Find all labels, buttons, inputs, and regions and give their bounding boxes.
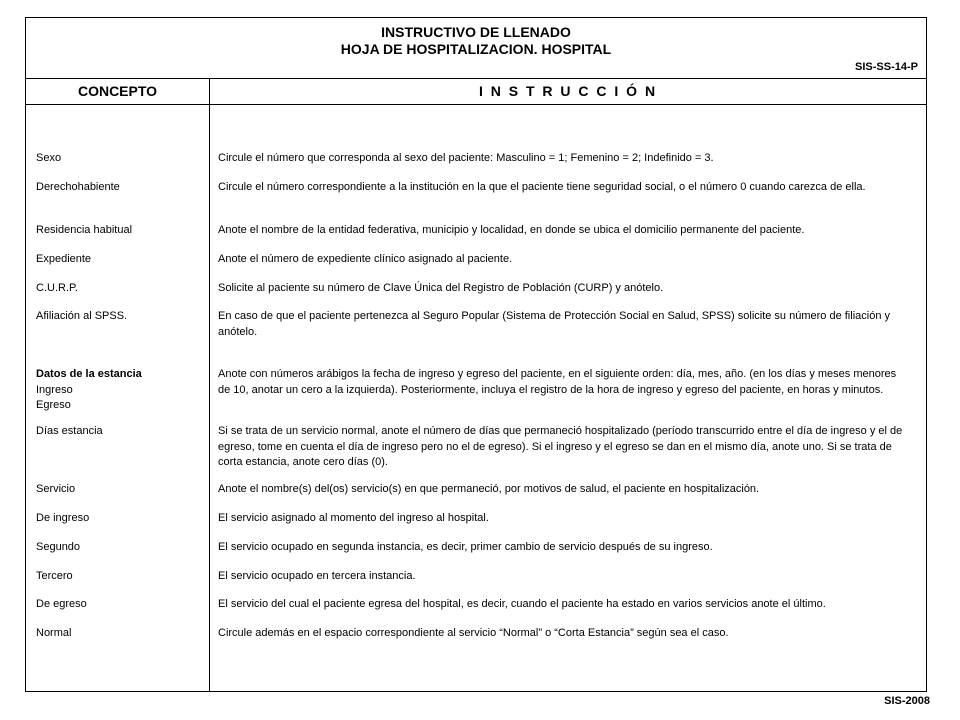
instruction-text: Anote el nombre(s) del(os) servicio(s) en que permaneció, por motivos de salud, el paciente en hospitalización.	[218, 483, 760, 495]
column-divider	[209, 79, 210, 691]
instruction-text: Circule el número correspondiente a la institución en la que el paciente tiene seguridad social, o el número 0 cuando carezca de ella.	[218, 181, 866, 193]
document-header	[26, 18, 926, 79]
concept-label: Sexo	[36, 152, 62, 164]
concept-label: Afiliación al SPSS.	[36, 310, 128, 322]
instruction-text: Solicite al paciente su número de Clave Única del Registro de Población (CURP) y anótelo.	[218, 282, 664, 294]
concept-title: Datos de la estancia	[36, 368, 142, 380]
instruction-text: Circule el número que corresponda al sexo del paciente: Masculino = 1; Femenino = 2; Indefinido = 3.	[218, 152, 714, 164]
instruction-text: Anote el número de expediente clínico asignado al paciente.	[218, 253, 513, 265]
footer-code: SIS-2008	[884, 695, 930, 707]
concept-label: Residencia habitual	[36, 224, 133, 236]
instruction-text: Anote el nombre de la entidad federativa, municipio y localidad, en donde se ubica el domicilio permanente del paciente.	[218, 224, 805, 236]
title-line-2: HOJA DE HOSPITALIZACION. HOSPITAL	[340, 41, 612, 57]
instruction-text: El servicio del cual el paciente egresa del hospital, es decir, cuando el paciente ha estado en varios servicios anote el último.	[218, 598, 826, 610]
concept-label: De ingreso	[36, 512, 90, 524]
column-header-instruccion: I N S T R U C C I Ó N	[478, 83, 658, 99]
instruction-text: Si se trata de un servicio normal, anote el número de días que permaneció hospitalizado (período transcurrido entre el día de ingreso y el de egreso, tome en cuenta el día de ingreso pero no el de egreso). Si el ingreso y el egreso se dan en el mismo día, anote uno. Si se trata de corta estancia, anote cero días (0).	[218, 425, 903, 468]
concept-label: Derechohabiente	[36, 181, 120, 193]
concept-label: Tercero	[36, 570, 73, 582]
title-line-1: INSTRUCTIVO DE LLENADO	[381, 24, 571, 40]
instruction-text: Circule además en el espacio correspondiente al servicio “Normal” o “Corta Estancia” según sea el caso.	[218, 627, 729, 639]
concept-label: Días estancia	[36, 425, 103, 437]
document-frame	[25, 17, 927, 692]
concept-label: De egreso	[36, 598, 87, 610]
concept-sub-ingreso: Ingreso	[36, 383, 73, 396]
instruction-text: El servicio asignado al momento del ingreso al hospital.	[218, 512, 489, 524]
instruction-text: Anote con números arábigos la fecha de ingreso y egreso del paciente, en el siguiente orden: día, mes, año. (en los días y meses menores de 10, anotar un cero a la izquierda). Posteriormente, incluya el registro de la hora de ingreso y egreso del paciente, en horas y minutos.	[218, 368, 897, 396]
concept-sub-egreso: Egreso	[36, 399, 71, 411]
instruction-text: El servicio ocupado en tercera instancia.	[218, 570, 416, 582]
column-header-concepto: CONCEPTO	[77, 83, 158, 99]
concept-label: Segundo	[36, 541, 81, 553]
concept-label: Expediente	[36, 253, 92, 265]
concept-label: Normal	[36, 627, 72, 639]
instruction-text: En caso de que el paciente pertenezca al Seguro Popular (Sistema de Protección Social en Salud, SPSS) solicite su número de filiación y anótelo.	[218, 310, 890, 338]
concept-label: Servicio	[36, 483, 76, 495]
concept-group	[36, 367, 206, 414]
instruction-text: El servicio ocupado en segunda instancia, es decir, primer cambio de servicio después de su ingreso.	[218, 541, 713, 553]
form-code: SIS-SS-14-P	[855, 61, 918, 73]
concept-label: C.U.R.P.	[36, 282, 78, 294]
column-header-row	[26, 79, 926, 105]
